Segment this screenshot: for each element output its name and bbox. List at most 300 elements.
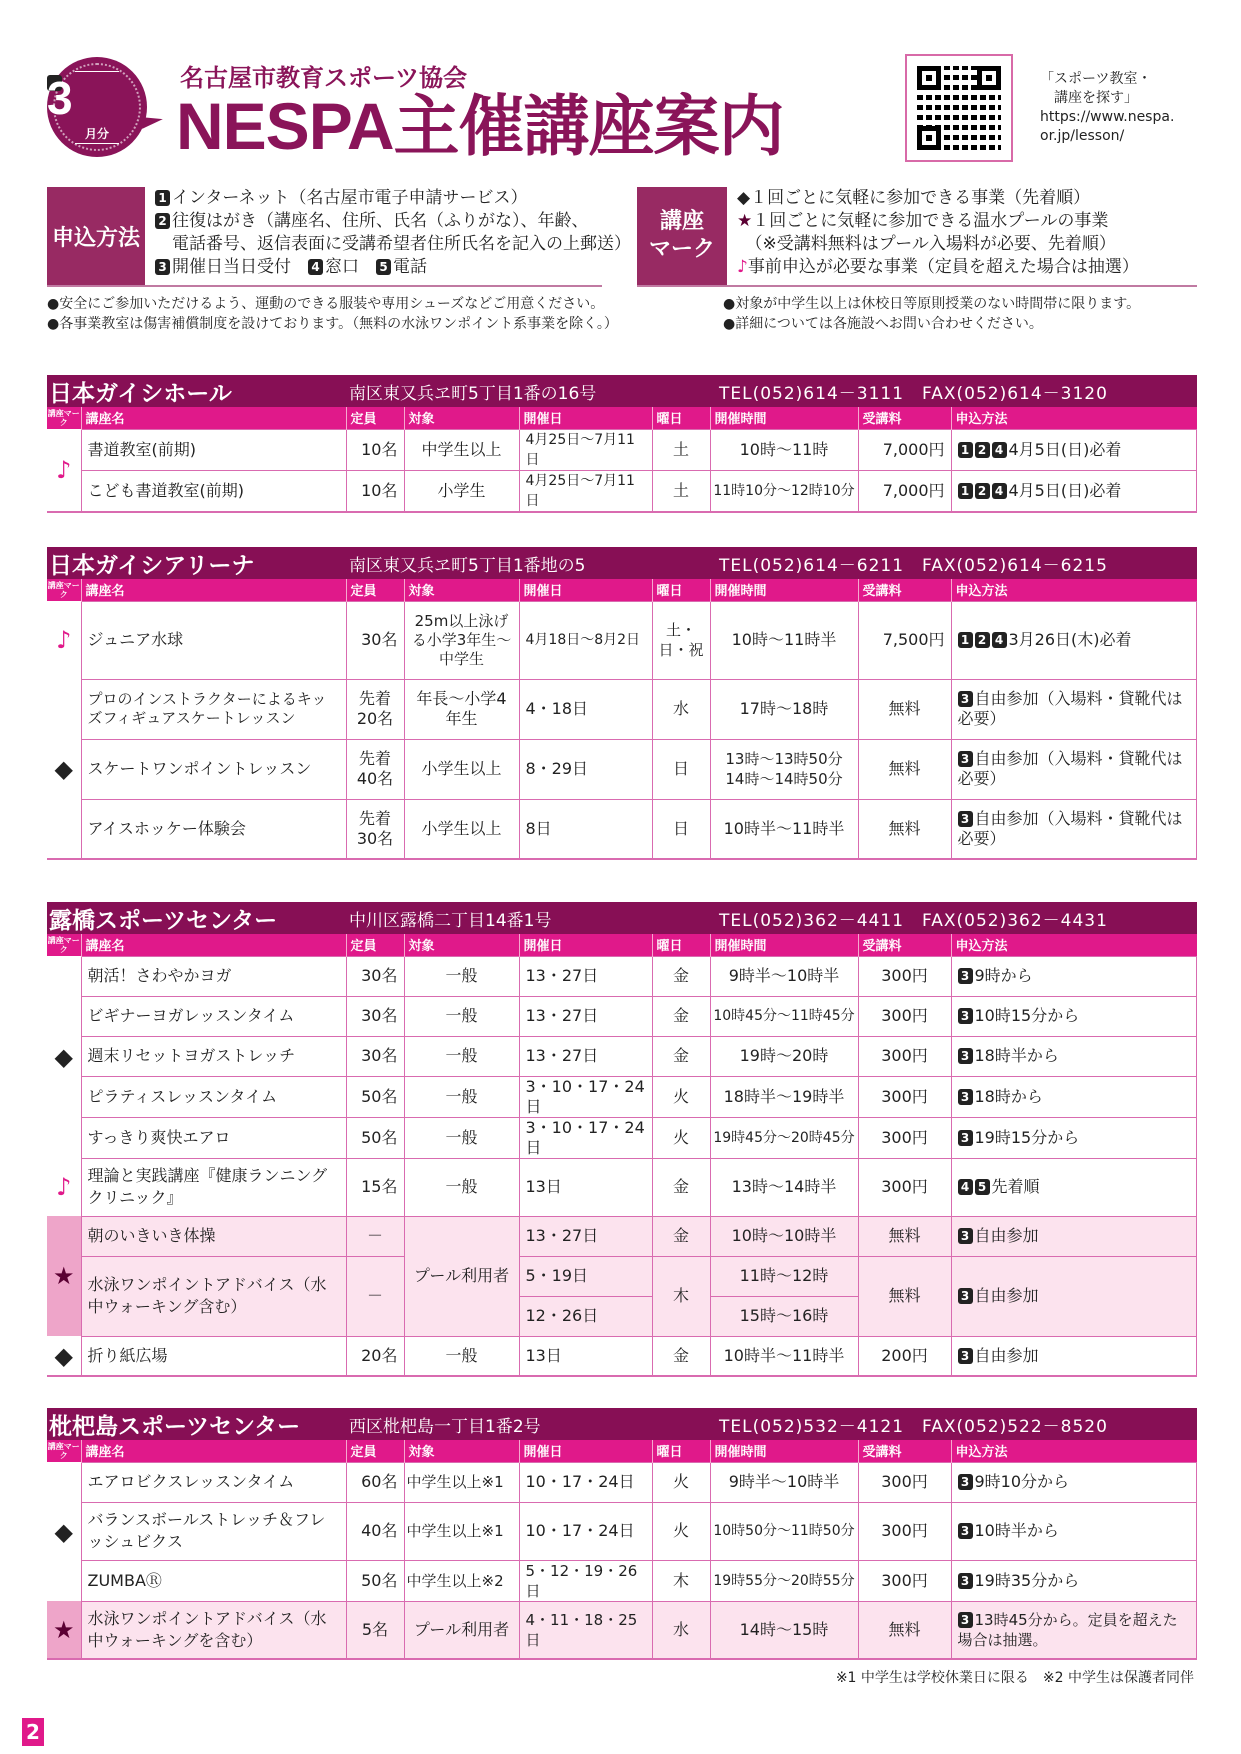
- note-text: ●各事業教室は傷害補償制度を設けております。（無料の水泳ワンポイント系事業を除く。）: [47, 316, 618, 332]
- weekday: 土: [652, 470, 710, 512]
- table-row: [47, 679, 1197, 739]
- number-icon: 2: [975, 483, 990, 499]
- weekday: 日: [652, 799, 710, 859]
- facility-header: [47, 902, 1197, 934]
- fee: 300円: [858, 1462, 951, 1502]
- course-table: [47, 407, 1197, 513]
- fee: 300円: [858, 1158, 951, 1216]
- fee: 7,000円: [858, 429, 951, 470]
- page-title: NESPA主催講座案内: [176, 89, 784, 163]
- course-marks-label: [637, 187, 727, 285]
- target: 小学生以上: [404, 799, 519, 859]
- apply-method: [951, 1076, 1197, 1117]
- col-name: 講座名: [81, 579, 346, 601]
- dates: 13・27日: [519, 1216, 652, 1256]
- col-time: 開催時間: [710, 1440, 858, 1462]
- number-icon: 3: [958, 1130, 973, 1146]
- dates: 8日: [519, 799, 652, 859]
- apply-method: [951, 1158, 1197, 1216]
- facility-biwajima-sports-center: [47, 1408, 1197, 1660]
- capacity: 5名: [346, 1601, 404, 1659]
- col-time: 開催時間: [710, 407, 858, 429]
- weekday: 土: [652, 429, 710, 470]
- apply-text: 自由参加: [974, 1345, 1039, 1365]
- target: 小学生以上: [404, 739, 519, 799]
- dates: 4月25日～7月11日: [519, 429, 652, 470]
- weekday: 金: [652, 1158, 710, 1216]
- mark-legend-item: [737, 233, 1139, 256]
- table-header-row: [47, 934, 1197, 956]
- capacity: 50名: [346, 1076, 404, 1117]
- facility-address: 南区東又兵ヱ町5丁目1番の16号: [349, 383, 597, 404]
- target: 一般: [404, 1036, 519, 1076]
- course-name: 朝のいきいき体操: [81, 1216, 346, 1256]
- dates: 3・10・17・24日: [519, 1117, 652, 1158]
- fee: 無料: [858, 739, 951, 799]
- apply-text: 先着順: [991, 1177, 1040, 1196]
- table-row: [47, 470, 1197, 512]
- col-fee: 受講料: [858, 407, 951, 429]
- capacity: 30名: [346, 601, 404, 679]
- dates: 13・27日: [519, 1036, 652, 1076]
- time: 17時～18時: [710, 679, 858, 739]
- facility-header: [47, 547, 1197, 579]
- apply-method: [951, 799, 1197, 859]
- fee: 300円: [858, 1560, 951, 1601]
- col-name: 講座名: [81, 407, 346, 429]
- fee: 300円: [858, 1502, 951, 1560]
- apply-method-item: [155, 210, 631, 233]
- number-icon: 5: [975, 1179, 990, 1195]
- table-row: [47, 956, 1197, 996]
- number-icon: 3: [958, 1612, 973, 1628]
- apply-method: [951, 1256, 1197, 1336]
- fee: 200円: [858, 1336, 951, 1376]
- time: 15時～16時: [710, 1296, 858, 1336]
- fee: 300円: [858, 1117, 951, 1158]
- qr-caption: [1040, 70, 1174, 146]
- facility-contact: TEL(052)614－3111 FAX(052)614－3120: [719, 383, 1108, 404]
- facility-name: 枇杷島スポーツセンター: [49, 1413, 301, 1440]
- col-time: 開催時間: [710, 579, 858, 601]
- mark-legend-text: （※受講料無料はプール入場料が必要、先着順）: [737, 234, 1116, 254]
- target: 中学生以上※2: [404, 1560, 519, 1601]
- course-name: 水泳ワンポイントアドバイス（水中ウォーキングを含む）: [81, 1601, 346, 1659]
- col-dates: 開催日: [519, 1440, 652, 1462]
- facility-name: 日本ガイシホール: [49, 380, 232, 407]
- col-weekday: 曜日: [652, 579, 710, 601]
- time: 13時～14時半: [710, 1158, 858, 1216]
- weekday: 火: [652, 1502, 710, 1560]
- col-dates: 開催日: [519, 579, 652, 601]
- qr-url[interactable]: https://www.nespa.: [1040, 109, 1175, 125]
- table-row: [47, 1158, 1197, 1216]
- target: プール利用者: [404, 1216, 519, 1336]
- number-icon: 3: [958, 1523, 973, 1539]
- capacity: 40名: [346, 1502, 404, 1560]
- apply-text: 9時10分から: [974, 1472, 1070, 1491]
- time: 10時～10時半: [710, 1216, 858, 1256]
- apply-text: 自由参加（入場料・貸靴代は必要）: [957, 808, 1183, 848]
- apply-method: [951, 739, 1197, 799]
- apply-text: 19時35分から: [974, 1570, 1080, 1590]
- diamond-icon: ◆: [47, 1336, 81, 1376]
- number-icon: 3: [958, 751, 973, 767]
- number-icon: 1: [958, 483, 973, 499]
- time: 19時45分～20時45分: [710, 1117, 858, 1158]
- col-target: 対象: [404, 934, 519, 956]
- apply-method: [951, 996, 1197, 1036]
- capacity: 15名: [346, 1158, 404, 1216]
- apply-text: 自由参加（入場料・貸靴代は必要）: [957, 749, 1183, 788]
- number-icon: 4: [308, 259, 323, 275]
- weekday: 木: [652, 1560, 710, 1601]
- col-target: 対象: [404, 579, 519, 601]
- target: 25m以上泳げる小学3年生～中学生: [404, 601, 519, 679]
- qr-finder: [977, 66, 1001, 90]
- fee: 300円: [858, 1036, 951, 1076]
- fee: 7,500円: [858, 601, 951, 679]
- target: 小学生: [404, 470, 519, 512]
- fee: 300円: [858, 956, 951, 996]
- number-icon: 5: [376, 259, 391, 275]
- dates: 8・29日: [519, 739, 652, 799]
- number-icon: 3: [958, 811, 973, 827]
- table-header-row: [47, 579, 1197, 601]
- col-capacity: 定員: [346, 1440, 404, 1462]
- col-apply: 申込方法: [951, 1440, 1197, 1462]
- mark-legend-item: [737, 187, 1139, 210]
- col-dates: 開催日: [519, 407, 652, 429]
- col-fee: 受講料: [858, 934, 951, 956]
- diamond-icon: ◆: [47, 956, 81, 1158]
- time: 19時～20時: [710, 1036, 858, 1076]
- number-icon: 3: [958, 1048, 973, 1064]
- capacity: 30名: [346, 996, 404, 1036]
- fee: 無料: [858, 1601, 951, 1659]
- apply-method: [951, 1336, 1197, 1376]
- apply-method-text: 窓口: [325, 257, 376, 277]
- fee: 無料: [858, 679, 951, 739]
- time: 18時半～19時半: [710, 1076, 858, 1117]
- time: 19時55分～20時55分: [710, 1560, 858, 1601]
- apply-method: [951, 429, 1197, 470]
- apply-method-text: 往復はがき（講座名、住所、氏名（ふりがな）、年齢、: [172, 211, 589, 231]
- course-name: エアロビクスレッスンタイム: [81, 1462, 346, 1502]
- capacity: 10名: [346, 429, 404, 470]
- number-icon: 3: [958, 1348, 973, 1364]
- table-row: [47, 1076, 1197, 1117]
- col-mark: 講座マーク: [47, 936, 80, 954]
- target: 中学生以上: [404, 429, 519, 470]
- apply-method-text: 電話番号、返信表面に受講希望者住所氏名を記入の上郵送）: [155, 234, 631, 254]
- facility-contact: TEL(052)532－4121 FAX(052)522－8520: [719, 1416, 1108, 1437]
- course-marks-box: [637, 187, 1197, 287]
- weekday: 金: [652, 956, 710, 996]
- weekday: 金: [652, 996, 710, 1036]
- course-name: スケートワンポイントレッスン: [81, 739, 346, 799]
- apply-text: 18時から: [974, 1086, 1043, 1106]
- table-row: [47, 1117, 1197, 1158]
- qr-code[interactable]: [905, 54, 1013, 162]
- time: 10時半～11時半: [710, 1336, 858, 1376]
- table-row: [47, 996, 1197, 1036]
- qr-pattern: [917, 66, 1001, 150]
- time: 11時10分～12時10分: [710, 470, 858, 512]
- capacity: 60名: [346, 1462, 404, 1502]
- weekday: 火: [652, 1117, 710, 1158]
- time: 14時～15時: [710, 1601, 858, 1659]
- target: 一般: [404, 1336, 519, 1376]
- number-icon: 3: [958, 1228, 973, 1244]
- apply-text: 4月5日(日)必着: [1008, 439, 1122, 459]
- col-time: 開催時間: [710, 934, 858, 956]
- weekday: 木: [652, 1256, 710, 1336]
- number-icon: 3: [958, 691, 973, 707]
- apply-text: 13時45分から。定員を超えた場合は抽選。: [957, 1610, 1178, 1649]
- time: 9時半～10時半: [710, 1462, 858, 1502]
- dates: 13・27日: [519, 956, 652, 996]
- number-icon: 3: [958, 1474, 973, 1490]
- course-name: こども書道教室(前期): [81, 470, 346, 512]
- apply-method: [951, 1117, 1197, 1158]
- number-icon: 1: [155, 190, 170, 206]
- dates: 5・12・19・26日: [519, 1560, 652, 1601]
- mark-legend-item: [737, 256, 1139, 279]
- fee: 無料: [858, 1216, 951, 1256]
- table-row: [47, 1336, 1197, 1376]
- capacity: 50名: [346, 1560, 404, 1601]
- table-row: [47, 601, 1197, 679]
- weekday: 水: [652, 1601, 710, 1659]
- apply-method: [951, 1216, 1197, 1256]
- music-note-icon: ♪: [47, 1158, 81, 1216]
- facility-address: 南区東又兵ヱ町5丁目1番地の5: [349, 555, 586, 576]
- time: 10時～11時: [710, 429, 858, 470]
- capacity: 先着20名: [346, 679, 404, 739]
- apply-text: 18時半から: [974, 1046, 1059, 1065]
- star-icon: ★: [47, 1216, 81, 1336]
- col-apply: 申込方法: [951, 407, 1197, 429]
- number-icon: 3: [958, 968, 973, 984]
- table-row: [47, 1216, 1197, 1256]
- apply-method: [951, 956, 1197, 996]
- table-row: [47, 1036, 1197, 1076]
- course-name: アイスホッケー体験会: [81, 799, 346, 859]
- table-row: [47, 429, 1197, 470]
- course-name: 週末リセットヨガストレッチ: [81, 1036, 346, 1076]
- col-dates: 開催日: [519, 934, 652, 956]
- apply-method: [951, 1462, 1197, 1502]
- facility-nihon-gaishi-arena: [47, 547, 1197, 860]
- dates: 4・18日: [519, 679, 652, 739]
- facility-nihon-gaishi-hall: [47, 375, 1197, 513]
- apply-text: 自由参加: [974, 1226, 1039, 1245]
- music-note-icon: ♪: [47, 601, 81, 679]
- number-icon: 3: [958, 1573, 973, 1589]
- facility-tsuyuhashi-sports-center: [47, 902, 1197, 1377]
- target: 一般: [404, 1117, 519, 1158]
- number-icon: 4: [958, 1179, 973, 1195]
- course-name: ジュニア水球: [81, 601, 346, 679]
- weekday: 日: [652, 739, 710, 799]
- qr-caption-line: 講座を探す」: [1040, 90, 1138, 106]
- dates: 13日: [519, 1336, 652, 1376]
- apply-text: 自由参加（入場料・貸靴代は必要）: [957, 689, 1183, 728]
- music-note-icon: ♪: [47, 429, 81, 512]
- apply-method-item: [155, 233, 631, 256]
- target: 一般: [404, 996, 519, 1036]
- dates: 10・17・24日: [519, 1502, 652, 1560]
- target: 一般: [404, 956, 519, 996]
- course-name: ビギナーヨガレッスンタイム: [81, 996, 346, 1036]
- dates: 13・27日: [519, 996, 652, 1036]
- col-apply: 申込方法: [951, 579, 1197, 601]
- facility-name: 露橋スポーツセンター: [49, 907, 278, 934]
- col-mark: 講座マーク: [47, 581, 80, 599]
- month-number: 3: [47, 72, 73, 124]
- number-icon: 4: [992, 442, 1007, 458]
- table-row: [47, 1560, 1197, 1601]
- diamond-icon: ◆: [737, 188, 751, 208]
- notes-right: [723, 294, 1140, 334]
- col-fee: 受講料: [858, 1440, 951, 1462]
- target: 中学生以上※1: [404, 1462, 519, 1502]
- capacity: －: [346, 1216, 404, 1256]
- apply-method-item: [155, 256, 631, 279]
- apply-method: [951, 1560, 1197, 1601]
- weekday: 金: [652, 1216, 710, 1256]
- apply-text: 9時から: [974, 966, 1033, 985]
- divider: [75, 143, 119, 144]
- number-icon: 4: [992, 483, 1007, 499]
- time: 13時～13時50分 14時～14時50分: [710, 739, 858, 799]
- target: 一般: [404, 1158, 519, 1216]
- capacity: 先着30名: [346, 799, 404, 859]
- col-target: 対象: [404, 407, 519, 429]
- apply-method: [951, 470, 1197, 512]
- number-icon: 2: [975, 632, 990, 648]
- col-name: 講座名: [81, 934, 346, 956]
- apply-text: 自由参加: [974, 1286, 1039, 1305]
- capacity: 30名: [346, 956, 404, 996]
- table-row: [47, 799, 1197, 859]
- number-icon: 4: [992, 632, 1007, 648]
- fee: 無料: [858, 799, 951, 859]
- star-icon: ★: [47, 1601, 81, 1659]
- dates: 4・11・18・25日: [519, 1601, 652, 1659]
- apply-method: [951, 601, 1197, 679]
- divider: [75, 71, 119, 72]
- dates: 5・19日: [519, 1256, 652, 1296]
- apply-text: 3月26日(木)必着: [1008, 630, 1132, 649]
- apply-methods-box: [47, 187, 631, 287]
- facility-address: 西区枇杷島一丁目1番2号: [349, 1416, 541, 1437]
- label-line: 講座: [659, 209, 704, 234]
- time: 9時半～10時半: [710, 956, 858, 996]
- weekday: 土・日・祝: [652, 601, 710, 679]
- number-icon: 2: [155, 213, 170, 229]
- target: 中学生以上※1: [404, 1502, 519, 1560]
- col-mark: 講座マーク: [47, 409, 80, 427]
- note-text: ●詳細については各施設へお問い合わせください。: [723, 316, 1043, 332]
- month-badge: [47, 57, 147, 157]
- fee: 7,000円: [858, 470, 951, 512]
- course-name: プロのインストラクターによるキッズフィギュアスケートレッスン: [81, 679, 346, 739]
- time: 10時45分～11時45分: [710, 996, 858, 1036]
- table-header-row: [47, 407, 1197, 429]
- facility-contact: TEL(052)362－4411 FAX(052)362－4431: [719, 910, 1108, 931]
- table-row: [47, 1601, 1197, 1659]
- facility-address: 中川区露橋二丁目14番1号: [349, 910, 552, 931]
- dates: 12・26日: [519, 1296, 652, 1336]
- target: 一般: [404, 1076, 519, 1117]
- col-weekday: 曜日: [652, 934, 710, 956]
- col-weekday: 曜日: [652, 407, 710, 429]
- note-text: ●対象が中学生以上は休校日等原則授業のない時間帯に限ります。: [723, 296, 1141, 312]
- qr-url[interactable]: or.jp/lesson/: [1040, 128, 1125, 144]
- dates: 13日: [519, 1158, 652, 1216]
- number-icon: 3: [958, 1008, 973, 1024]
- col-name: 講座名: [81, 1440, 346, 1462]
- weekday: 金: [652, 1336, 710, 1376]
- fee: 300円: [858, 1076, 951, 1117]
- col-fee: 受講料: [858, 579, 951, 601]
- organization-name: 名古屋市教育スポーツ協会: [180, 64, 468, 92]
- dates: 3・10・17・24日: [519, 1076, 652, 1117]
- apply-text: 19時15分から: [974, 1127, 1080, 1147]
- facility-contact: TEL(052)614－6211 FAX(052)614－6215: [719, 555, 1108, 576]
- facility-name: 日本ガイシアリーナ: [49, 552, 255, 579]
- apply-text: 10時15分から: [974, 1006, 1080, 1025]
- course-name: 水泳ワンポイントアドバイス（水中ウォーキング含む）: [81, 1256, 346, 1336]
- col-weekday: 曜日: [652, 1440, 710, 1462]
- col-target: 対象: [404, 1440, 519, 1462]
- month-unit: 月分: [84, 127, 109, 141]
- target: プール利用者: [404, 1601, 519, 1659]
- music-note-icon: ♪: [737, 257, 748, 277]
- course-name: ピラティスレッスンタイム: [81, 1076, 346, 1117]
- course-table: [47, 1440, 1197, 1660]
- target: 年長～小学4年生: [404, 679, 519, 739]
- qr-caption-line: 「スポーツ教室・: [1040, 71, 1152, 87]
- time: 10時半～11時半: [710, 799, 858, 859]
- course-table: [47, 934, 1197, 1377]
- notes-left: [47, 294, 618, 334]
- qr-finder: [917, 66, 941, 90]
- table-row: [47, 739, 1197, 799]
- capacity: 30名: [346, 1036, 404, 1076]
- course-table: [47, 579, 1197, 860]
- dates: 4月25日～7月11日: [519, 470, 652, 512]
- apply-method-text: 開催日当日受付: [172, 257, 308, 277]
- table-row: [47, 1462, 1197, 1502]
- weekday: 火: [652, 1076, 710, 1117]
- weekday: 金: [652, 1036, 710, 1076]
- apply-method: [951, 1502, 1197, 1560]
- qr-finder: [917, 126, 941, 150]
- diamond-icon: ◆: [47, 1462, 81, 1601]
- fee: 無料: [858, 1256, 951, 1336]
- capacity: 20名: [346, 1336, 404, 1376]
- dates: 10・17・24日: [519, 1462, 652, 1502]
- apply-text: 4月5日(日)必着: [1008, 480, 1122, 500]
- note-text: ●安全にご参加いただけるよう、運動のできる服装や専用シューズなどご用意ください。: [47, 296, 605, 312]
- weekday: 火: [652, 1462, 710, 1502]
- capacity: 10名: [346, 470, 404, 512]
- capacity: 先着40名: [346, 739, 404, 799]
- footnote: ※1 中学生は学校休業日に限る ※2 中学生は保護者同伴: [835, 1670, 1194, 1686]
